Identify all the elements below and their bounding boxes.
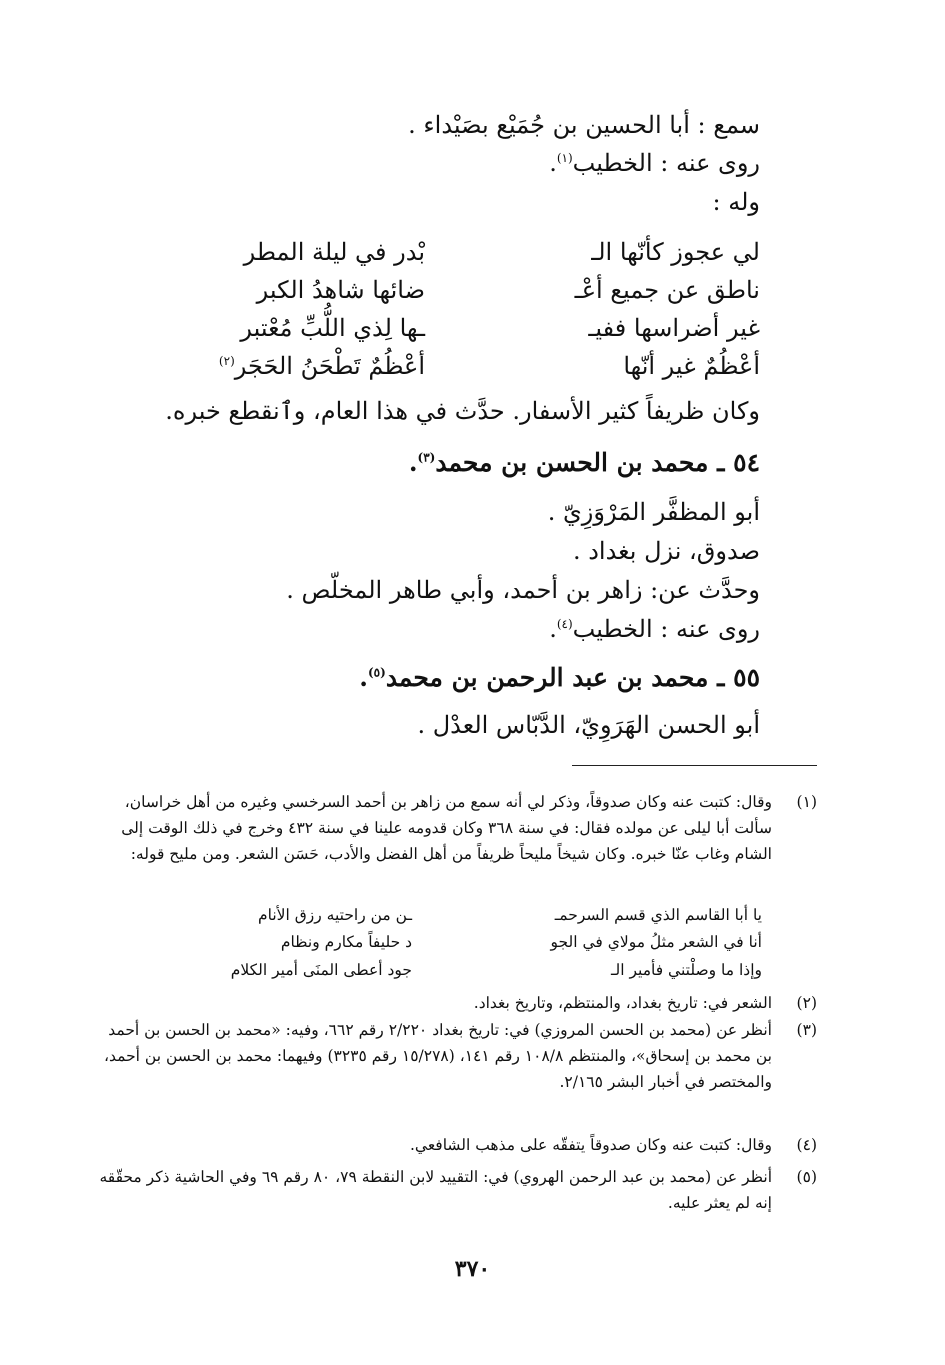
text-line xyxy=(548,495,760,529)
footnote-ref: (١) xyxy=(556,151,573,165)
text-line xyxy=(408,108,760,142)
verse-first-hemistich: أعْظُمٌ غير أنّها xyxy=(623,352,760,380)
verse-first-hemistich: أنا في الشعر مثلُ مولاي في الجو xyxy=(550,933,762,951)
text-line-content: أبو المظفَّر المَرْوَزِيّ . xyxy=(547,498,760,526)
footnote-number: (٣) xyxy=(796,1021,817,1039)
punctuation: . xyxy=(408,448,418,477)
footnote xyxy=(95,789,817,867)
punctuation: . xyxy=(549,149,557,177)
footnote-ref: (٤) xyxy=(556,617,573,631)
footnote xyxy=(95,1132,817,1158)
text-line-content: وله : xyxy=(712,188,760,216)
verse-first-hemistich: يا أبا القاسم الذي قسم السرحمـ xyxy=(554,906,762,924)
text-line-content: سمع : أبا الحسين بن جُمَيْع بصَيْداء . xyxy=(408,111,760,139)
verse-second-hemistich-text: أعْظُمٌ تَطْحَنُ الحَجَر xyxy=(234,352,425,380)
punctuation: . xyxy=(359,663,368,692)
text-line-content: صدوق، نزل بغداد . xyxy=(572,537,760,565)
footnote-number: (٢) xyxy=(796,994,817,1012)
verse-second-hemistich: ـن من راحتيه رزق الأنام xyxy=(258,906,412,924)
footnote-text: وقال: كتبت عنه وكان صدوقاً، وذكر لي أنه سمع من زاهر بن أحمد السرخسي وغيره من أهل خراسان، سألت أبا ليلى عن مولده فقال: في سنة ٣٦٨ وكان قدومه علينا في سنة ٤٣٢ وخرج في ذلك الوقت إلى الشام وغاب عنّا خبره. وكان شيخاً مليحاً ظريفاً من أهل الفضل والأدب، حَسَن الشعر. ومن مليح قوله: xyxy=(121,793,772,863)
footnote-number: (١) xyxy=(796,793,817,811)
punctuation: . xyxy=(549,615,557,643)
text-line xyxy=(549,146,760,180)
entry-heading xyxy=(359,661,760,695)
footnote-text: الشعر في: تاريخ بغداد، والمنتظم، وتاريخ بغداد. xyxy=(473,994,772,1012)
text-line xyxy=(549,612,760,646)
footnote-ref: (٥) xyxy=(367,665,386,680)
footnote-ref: (٣) xyxy=(417,450,436,465)
footnote-text: وقال: كتبت عنه وكان صدوقاً يتفقّه على مذهب الشافعي. xyxy=(409,1136,772,1154)
footnote xyxy=(95,1164,817,1216)
page-number: ٣٧٠ xyxy=(454,1256,491,1282)
verse-first-hemistich: وإذا ما وصلْتني فأمير الـ xyxy=(610,961,762,979)
text-line-content: أبو الحسن الهَرَوِيّ، الدَّبّاس العدْل . xyxy=(417,711,760,739)
verse-first-hemistich: غير أضراسها ففيـ xyxy=(588,314,760,342)
verse-first-hemistich: لي عجوز كأنّها الـ xyxy=(591,238,760,266)
footnote-number: (٥) xyxy=(796,1168,817,1186)
text-line-content: وكان ظريفاً كثير الأسفار. حدَّث في هذا العام، وٱنقطع خبره. xyxy=(165,397,760,425)
text-line-content: روى عنه : الخطيب xyxy=(572,149,760,177)
entry-heading-text: ٥٥ ـ محمد بن عبد الرحمن بن محمد xyxy=(385,663,760,692)
text-line xyxy=(713,185,760,219)
text-line-content: وحدَّث عن: زاهر بن أحمد، وأبي طاهر المخلّص . xyxy=(286,576,760,604)
text-line xyxy=(165,394,760,428)
footnote-text: أنظر عن (محمد بن عبد الرحمن الهروي) في: التقييد لابن النقطة ٧٩، ٨٠ رقم ٦٩ وفي الحاشية ذكر محقّقه إنه لم يعثر عليه. xyxy=(99,1168,772,1212)
verse-second-hemistich: ضائها شاهدُ الكبر xyxy=(256,276,425,304)
verse-second-hemistich: د حليفاً مكارم ونظام xyxy=(280,933,412,951)
text-line xyxy=(417,708,760,742)
entry-heading-text: ٥٤ ـ محمد بن الحسن بن محمد xyxy=(435,448,760,477)
footnote xyxy=(95,1017,817,1095)
footnote-text: أنظر عن (محمد بن الحسن المروزي) في: تاريخ بغداد ٢/٢٢٠ رقم ٦٦٢، وفيه: «محمد بن الحسن بن أحمد بن محمد بن إسحاق»، والمنتظم ١٠٨/٨ رقم ١٤١، (١٥/٢٧٨ رقم ٣٢٣٥) وفيهما: محمد بن الحسن بن أحمد، والمختصر في أخبار البشر ٢/١٦٥. xyxy=(103,1021,772,1091)
verse-second-hemistich: بْدر في ليلة المطر xyxy=(243,238,425,266)
footnote xyxy=(95,990,817,1016)
verse-second-hemistich: ـها لِذي اللُّبِّ مُعْتبر xyxy=(240,314,425,342)
entry-heading xyxy=(409,446,760,480)
verse-second-hemistich: جود أعطى المنَى أمير الكلام xyxy=(230,961,412,979)
footnote-ref: (٢) xyxy=(218,354,235,368)
verse-first-hemistich: ناطق عن جميع أعْـ xyxy=(574,276,760,304)
footnote-number: (٤) xyxy=(796,1136,817,1154)
verse-second-hemistich xyxy=(219,349,425,383)
text-line-content: روى عنه : الخطيب xyxy=(572,615,760,643)
text-line xyxy=(286,573,760,607)
text-line xyxy=(573,534,760,568)
footnote-separator xyxy=(572,765,817,766)
